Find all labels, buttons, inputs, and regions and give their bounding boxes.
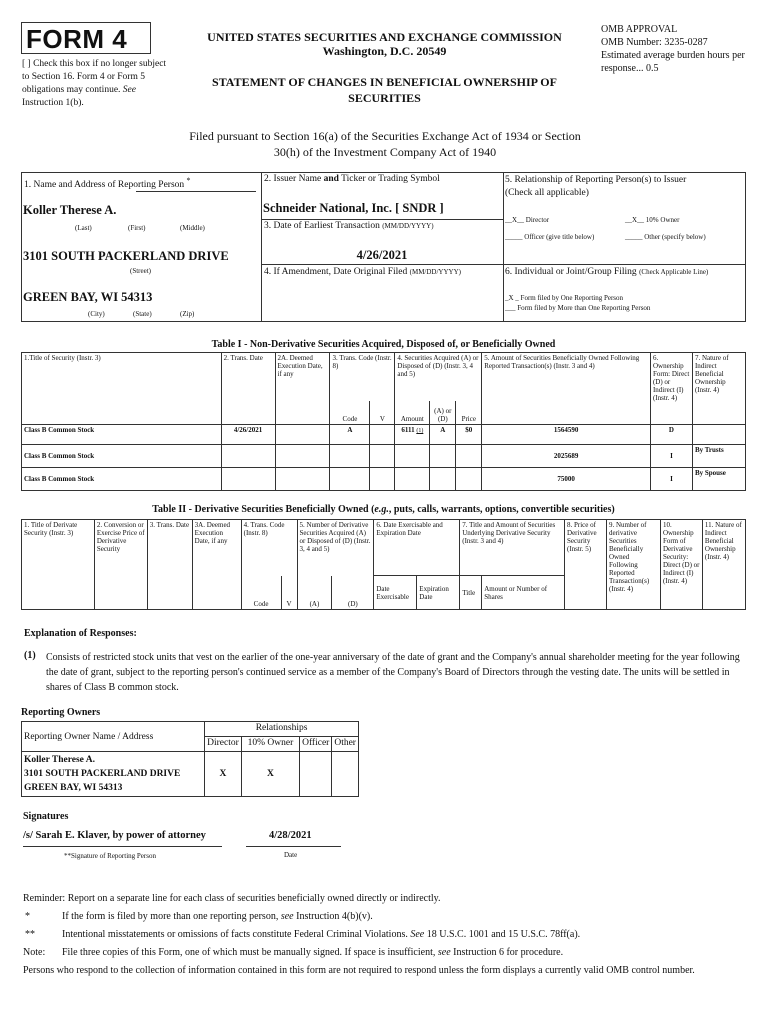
t2-h-d: (D) [332,576,374,610]
filing-label: 6. Individual or Joint/Group Filing (Check Applicable Line) [505,267,709,277]
footer-dstar-text: Intentional misstatements or omissions of facts constitute Federal Criminal Violations. See 18 U.S.C. 1001 and 15 U.S.C. 78ff(a). [62,929,581,940]
t1-r1-form: I [650,445,692,468]
t1-h-aord: (A) or (D) [430,401,456,425]
t1-h-amount: Amount [395,401,430,425]
t1-r1-date [221,445,275,468]
footer-dstar: ** [25,929,35,940]
owner-director-mark: X [205,752,242,797]
t2-h-price: 8. Price of Derivative Security (Instr. 5) [565,520,607,610]
reporting-owners-heading: Reporting Owners [21,707,101,718]
t1-r2-date [221,468,275,491]
t1-r1-nature: By Trusts [692,445,745,468]
explanation-text: Consists of restricted stock units that vest on the earlier of the one-year anniversary of the date of grant and the Company's annual shareholder meeting for the year following the date of grant, subject to the reporting person's continued service as a member of the Company's Board of Directors through the vesting date. The units will be settled in shares of Class B common stock. [46,652,740,693]
t1-r2-code [330,468,370,491]
footer-star: * [25,911,30,922]
t2-h-deemed: 3A. Deemed Execution Date, if any [192,520,241,610]
t1-h-price: Price [456,401,482,425]
t1-h-nature: 7. Nature of Indirect Beneficial Ownership (Instr. 4) [692,353,745,425]
other-header: Other [332,737,359,752]
owner-cell [22,752,205,797]
t2-h-owned: 9. Number of derivative Securities Beneficially Owned Following Reported Transaction(s) (Instr. 4) [606,520,660,610]
footer-reminder: Reminder: Report on a separate line for each class of securities beneficially owned directly or indirectly. [23,893,441,904]
t2-h-code-sub: Code [241,576,281,610]
table-row [22,468,746,491]
reporting-person-name: Koller Therese A. [23,203,117,217]
t1-r0-footnote[interactable]: (1) [416,428,424,434]
t1-r1-code [330,445,370,468]
table1-title: Table I - Non-Derivative Securities Acquired, Disposed of, or Beneficially Owned [211,339,556,350]
t1-r0-amount: 6111 [401,426,415,434]
explanation-num: (1) [24,650,36,661]
t1-r2-aord [430,468,456,491]
signer: /s/ Sarah E. Klaver, by power of attorney [23,830,206,841]
t2-h-underlying: 7. Title and Amount of Securities Underlying Derivative Security (Instr. 3 and 4) [460,520,565,576]
t1-r1-owned: 2025689 [482,445,651,468]
owner-city: GREEN BAY, WI 54313 [24,783,123,793]
one-person-check[interactable]: _X _ Form filed by One Reporting Person [505,294,624,302]
table-row [22,445,746,468]
officer-header: Officer [300,737,332,752]
last-label: (Last) [75,224,92,232]
t2-h-title-sub: Title [460,576,482,610]
t1-h-code-sub: Code [330,401,370,425]
owner-officer-mark [300,752,332,797]
issuer-name: Schneider National, Inc. [ SNDR ] [263,201,444,215]
footer-star-text: If the form is filed by more than one reporting person, see Instruction 4(b)(v). [62,911,373,922]
table2 [21,519,746,610]
t1-r0-nature [692,425,745,445]
earliest-date: 4/26/2021 [356,248,408,262]
t1-r0-amount-cell [395,425,430,445]
signature-label: **Signature of Reporting Person [64,852,156,860]
t1-h-form: 6. Ownership Form: Direct (D) or Indirect (I) (Instr. 4) [650,353,692,425]
owner-street: 3101 SOUTH PACKERLAND DRIVE [24,769,181,779]
director-check[interactable]: __X__ Director [505,216,550,224]
t2-h-conversion: 2. Conversion or Exercise Price of Derivative Security [94,520,147,610]
ten-owner-header: 10% Owner [241,737,299,752]
t1-r2-nature: By Spouse [692,468,745,491]
omb-approval: OMB APPROVAL [601,24,678,35]
omb-burden: Estimated average burden hours per response... 0.5 [601,50,745,74]
street-label: (Street) [130,267,151,275]
form-title: FORM 4 [26,24,128,54]
t2-h-code: 4. Trans. Code (Instr. 8) [241,520,297,576]
more-person-check[interactable]: ___ Form filed by More than One Reporting Person [505,304,651,312]
checkbox-note: [ ] Check this box if no longer subject to Section 16. Form 4 or Form 5 obligations may continue. See Instruction 1(b). [22,59,167,108]
t2-h-exp: Expiration Date [417,576,460,610]
t1-r2-title: Class B Common Stock [22,468,222,491]
signatures-heading: Signatures [23,811,69,822]
t1-r1-aord [430,445,456,468]
issuer-label: 2. Issuer Name and Ticker or Trading Symbol [264,174,440,184]
reporting-person-label: 1. Name and Address of Reporting Person * [24,176,191,191]
owner-other-mark [332,752,359,797]
city-label: (City) [88,310,105,318]
signature-date: 4/28/2021 [269,830,312,841]
t1-r0-v [370,425,395,445]
t1-r0-price: $0 [456,425,482,445]
owner-ten-mark: X [241,752,299,797]
t1-r0-form: D [650,425,692,445]
ten-percent-check[interactable]: __X__ 10% Owner [625,216,680,224]
t1-r2-deemed [275,468,330,491]
footer-note-label: Note: [23,947,46,958]
t1-r1-amount [395,445,430,468]
reporting-owners-table [21,721,359,797]
table1 [21,352,746,491]
t1-r2-v [370,468,395,491]
t1-r0-owned: 1564590 [482,425,651,445]
omb-number: OMB Number: 3235-0287 [601,37,708,48]
form-title-box [21,22,151,54]
reporting-person-city: GREEN BAY, WI 54313 [23,290,153,304]
owner-name: Koller Therese A. [24,755,95,765]
state-label: (State) [133,310,152,318]
t1-r2-price [456,468,482,491]
t2-h-v: V [281,576,297,610]
director-header: Director [205,737,242,752]
date-label: Date [284,851,298,859]
zip-label: (Zip) [180,310,195,318]
omb-box [601,23,761,75]
t2-h-amount: Amount or Number of Shares [482,576,565,610]
t2-h-date: 3. Trans. Date [147,520,192,610]
t1-r2-owned: 75000 [482,468,651,491]
t2-h-exercisable: 6. Date Exercisable and Expiration Date [374,520,460,576]
first-label: (First) [128,224,146,232]
table-row [22,752,359,797]
reporting-person-street: 3101 SOUTH PACKERLAND DRIVE [23,249,229,263]
t2-h-nature: 11. Nature of Indirect Beneficial Ownership (Instr. 4) [702,520,745,610]
t2-h-a: (A) [297,576,332,610]
t1-r0-aord: A [430,425,456,445]
t1-h-code: 3. Trans. Code (Instr. 8) [330,353,395,401]
footer-persons: Persons who respond to the collection of information contained in this form are not required to respond unless the form displays a currently valid OMB control number. [23,965,695,976]
t1-r1-deemed [275,445,330,468]
earliest-date-label: 3. Date of Earliest Transaction (MM/DD/YYYY) [264,221,434,231]
t2-h-title: 1. Title of Derivate Security (Instr. 3) [22,520,95,610]
table2-title: Table II - Derivative Securities Beneficially Owned (e.g., puts, calls, warrants, options, convertible securities) [152,504,615,515]
relationship-label: 5. Relationship of Reporting Person(s) to Issuer (Check all applicable) [505,175,687,198]
table-row [22,425,746,445]
t1-r1-price [456,445,482,468]
t1-h-v: V [370,401,395,425]
officer-check[interactable]: _____ Officer (give title below) [505,233,595,241]
t1-r2-form: I [650,468,692,491]
t1-h-title: 1.Title of Security (Instr. 3) [22,353,222,425]
middle-label: (Middle) [180,224,205,232]
t1-r1-title: Class B Common Stock [22,445,222,468]
t2-h-form: 10. Ownership Form of Derivative Security: Direct (D) or Indirect (I) (Instr. 4) [660,520,702,610]
amendment-label: 4. If Amendment, Date Original Filed (MM/DD/YYYY) [264,267,461,277]
footer-note-text: File three copies of this Form, one of which must be manually signed. If space is insufficient, see Instruction 6 for procedure. [62,947,564,958]
t1-r0-title: Class B Common Stock [22,425,222,445]
t1-r1-v [370,445,395,468]
owner-name-header: Reporting Owner Name / Address [22,722,205,752]
t1-h-securities: 4. Securities Acquired (A) or Disposed of (D) (Instr. 3, 4 and 5) [395,353,482,401]
explanation-heading: Explanation of Responses: [24,628,137,639]
filed-pursuant: Filed pursuant to Section 16(a) of the Securities Exchange Act of 1934 or Section 30(h) of the Investment Company Act of 1940 [189,129,581,159]
t1-r0-code: A [330,425,370,445]
agency-address: Washington, D.C. 20549 [322,44,447,58]
t1-r0-deemed [275,425,330,445]
t2-h-date-ex: Date Exercisable [374,576,417,610]
relationships-header: Relationships [205,722,359,737]
t1-r2-amount [395,468,430,491]
statement-title: STATEMENT OF CHANGES IN BENEFICIAL OWNERSHIP OF SECURITIES [212,75,557,105]
t1-h-date: 2. Trans. Date [221,353,275,425]
t1-r0-date: 4/26/2021 [221,425,275,445]
t1-h-owned: 5. Amount of Securities Beneficially Owned Following Reported Transaction(s) (Instr. 3 and 4) [482,353,651,425]
other-check[interactable]: _____ Other (specify below) [625,233,706,241]
t2-h-number: 5. Number of Derivative Securities Acquired (A) or Disposed of (D) (Instr. 3, 4 and 5) [297,520,374,576]
t1-h-deemed: 2A. Deemed Execution Date, if any [275,353,330,425]
agency-name: UNITED STATES SECURITIES AND EXCHANGE COMMISSION [207,30,562,44]
